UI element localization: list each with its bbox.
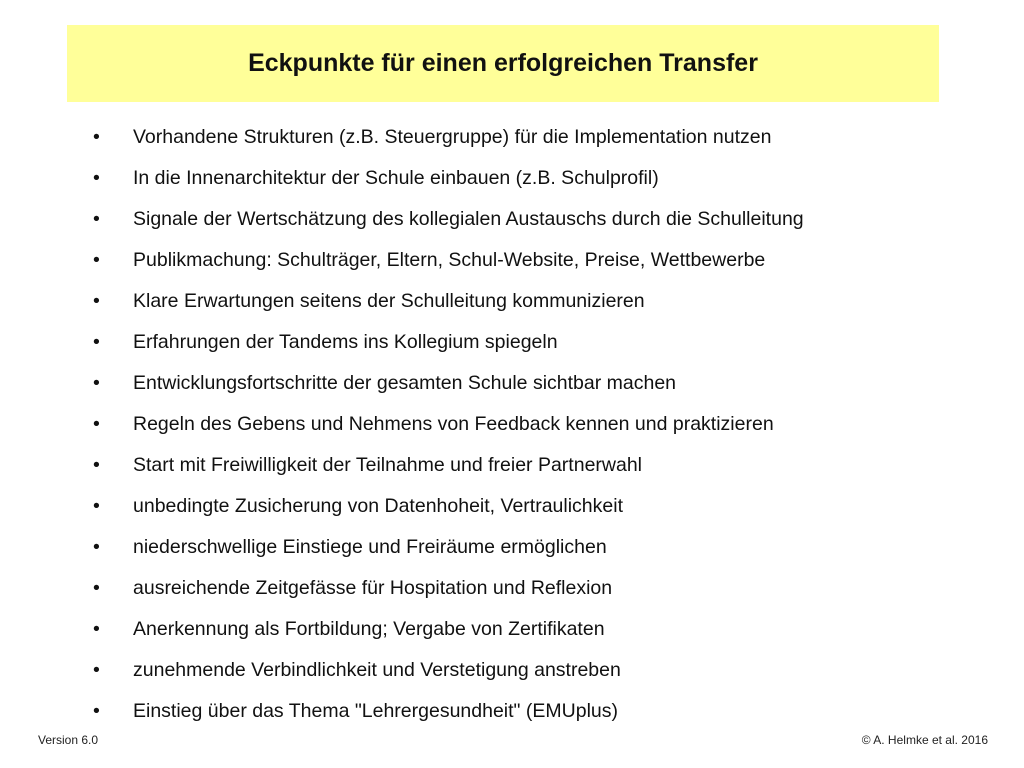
slide-title: Eckpunkte für einen erfolgreichen Transfer	[248, 49, 758, 77]
list-item-text: Entwicklungsfortschritte der gesamten Schule sichtbar machen	[133, 372, 677, 394]
list-item	[93, 486, 804, 527]
list-item-text: niederschwellige Einstiege und Freiräume ermöglichen	[133, 536, 607, 558]
list-item	[93, 691, 804, 732]
bullet-icon: •	[93, 413, 100, 435]
list-item-text: ausreichende Zeitgefässe für Hospitation und Reflexion	[133, 577, 613, 599]
list-item-text: Signale der Wertschätzung des kollegialen Austauschs durch die Schulleitung	[133, 208, 804, 230]
title-banner	[67, 25, 939, 102]
list-item	[93, 117, 804, 158]
bullet-icon: •	[93, 700, 100, 722]
bullet-icon: •	[93, 659, 100, 681]
list-item	[93, 568, 804, 609]
version-label: Version 6.0	[38, 733, 99, 747]
list-item	[93, 158, 804, 199]
list-item	[93, 199, 804, 240]
list-item-text: Regeln des Gebens und Nehmens von Feedback kennen und praktizieren	[133, 413, 774, 435]
list-item	[93, 281, 804, 322]
copyright-label: © A. Helmke et al. 2016	[861, 733, 988, 747]
bullet-icon: •	[93, 126, 100, 148]
list-item-text: Anerkennung als Fortbildung; Vergabe von Zertifikaten	[133, 618, 605, 640]
list-item-text: Vorhandene Strukturen (z.B. Steuergruppe) für die Implementation nutzen	[133, 126, 772, 148]
bullet-icon: •	[93, 331, 100, 353]
bullet-icon: •	[93, 454, 100, 476]
bullet-icon: •	[93, 208, 100, 230]
list-item-text: zunehmende Verbindlichkeit und Verstetigung anstreben	[133, 659, 621, 681]
bullet-icon: •	[93, 249, 100, 271]
list-item	[93, 240, 804, 281]
bullet-icon: •	[93, 536, 100, 558]
list-item-text: In die Innenarchitektur der Schule einbauen (z.B. Schulprofil)	[133, 167, 659, 189]
list-item-text: unbedingte Zusicherung von Datenhoheit, Vertraulichkeit	[133, 495, 623, 517]
bullet-icon: •	[93, 372, 100, 394]
bullet-icon: •	[93, 618, 100, 640]
list-item	[93, 527, 804, 568]
bullet-icon: •	[93, 577, 100, 599]
bullet-icon: •	[93, 167, 100, 189]
list-item	[93, 404, 804, 445]
bullet-icon: •	[93, 290, 100, 312]
list-item-text: Publikmachung: Schulträger, Eltern, Schul-Website, Preise, Wettbewerbe	[133, 249, 766, 271]
bullet-icon: •	[93, 495, 100, 517]
list-item	[93, 445, 804, 486]
list-item	[93, 322, 804, 363]
list-item-text: Klare Erwartungen seitens der Schulleitung kommunizieren	[133, 290, 645, 312]
list-item	[93, 363, 804, 404]
list-item-text: Erfahrungen der Tandems ins Kollegium spiegeln	[133, 331, 558, 353]
bullet-list	[93, 117, 804, 732]
list-item	[93, 650, 804, 691]
list-item	[93, 609, 804, 650]
list-item-text: Start mit Freiwilligkeit der Teilnahme und freier Partnerwahl	[133, 454, 643, 476]
list-item-text: Einstieg über das Thema "Lehrergesundheit" (EMUplus)	[133, 700, 618, 722]
